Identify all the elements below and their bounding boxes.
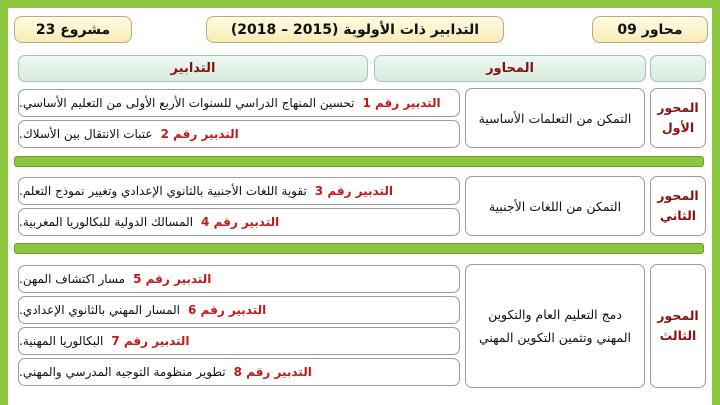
page-title-text: التدابير ذات الأولوية (2015 – 2018): [230, 21, 480, 38]
measure-3-text: تقوية اللغات الأجنبية بالثانوي الإعدادي وتغيير نموذج التعلم.: [19, 184, 307, 198]
axis-3-title-line2: المهني وتثمين التكوين المهني: [478, 330, 632, 345]
axis-3-title-line1: دمج التعليم العام والتكوين: [488, 307, 622, 322]
measure-row-2: [18, 120, 460, 148]
axis-1-label: [650, 88, 706, 148]
measure-7-text: البكالوريا المهنية.: [19, 334, 104, 348]
axis-2-label-line1: المحور: [657, 188, 699, 203]
measure-3-number: التدبير رقم 3: [314, 184, 393, 198]
measure-row-7: [18, 327, 460, 355]
measure-1-text: تحسين المنهاج الدراسي للسنوات الأربع الأولى من التعليم الأساسي.: [19, 96, 355, 110]
axis-3-label: [650, 264, 706, 388]
axes-count-badge: [592, 16, 708, 43]
separator-1: [14, 156, 704, 167]
separator-2: [14, 243, 704, 254]
measure-row-1: [18, 89, 460, 117]
header-spacer: [650, 55, 706, 82]
measure-8-number: التدبير رقم 8: [233, 365, 312, 379]
measure-6-text: المسار المهني بالثانوي الإعدادي.: [19, 303, 180, 317]
measure-row-6: [18, 296, 460, 324]
measure-5-text: مسار اكتشاف المهن.: [19, 272, 126, 286]
measure-7-number: التدبير رقم 7: [111, 334, 190, 348]
header-measures-text: التدابير: [170, 61, 216, 76]
header-axes: [374, 55, 646, 82]
measure-5-number: التدبير رقم 5: [133, 272, 212, 286]
axis-2-title: [465, 176, 645, 236]
axis-1-title: [465, 88, 645, 148]
measure-4-text: المسالك الدولية للبكالوريا المغربية.: [19, 215, 194, 229]
measure-row-5: [18, 265, 460, 293]
measure-6-number: التدبير رقم 6: [188, 303, 267, 317]
header-measures: [18, 55, 368, 82]
page-title: [206, 16, 504, 43]
projects-count-badge: [14, 16, 132, 43]
measure-8-text: تطوير منظومة التوجيه المدرسي والمهني.: [19, 365, 226, 379]
axis-2-label-line2: الثاني: [659, 208, 697, 223]
measure-row-3: [18, 177, 460, 205]
measure-2-number: التدبير رقم 2: [160, 127, 239, 141]
axis-3-label-line2: الثالث: [659, 328, 697, 343]
measure-2-text: عتبات الانتقال بين الأسلاك.: [19, 127, 153, 141]
measure-row-4: [18, 208, 460, 236]
axis-2-label: [650, 176, 706, 236]
axis-2-title-text: التمكن من اللغات الأجنبية: [488, 198, 622, 214]
measure-row-8: [18, 358, 460, 386]
measure-1-number: التدبير رقم 1: [362, 96, 441, 110]
axis-3-title: [465, 264, 645, 388]
axes-count-text: 09 محاور: [617, 21, 683, 38]
axis-1-title-text: التمكن من التعلمات الأساسية: [478, 110, 632, 126]
measure-4-number: التدبير رقم 4: [201, 215, 280, 229]
axis-1-label-line2: الأول: [661, 120, 695, 135]
header-axes-text: المحاور: [486, 61, 534, 76]
axis-3-label-line1: المحور: [657, 308, 699, 323]
axis-1-label-line1: المحور: [657, 100, 699, 115]
projects-count-text: 23 مشروع: [35, 21, 111, 38]
